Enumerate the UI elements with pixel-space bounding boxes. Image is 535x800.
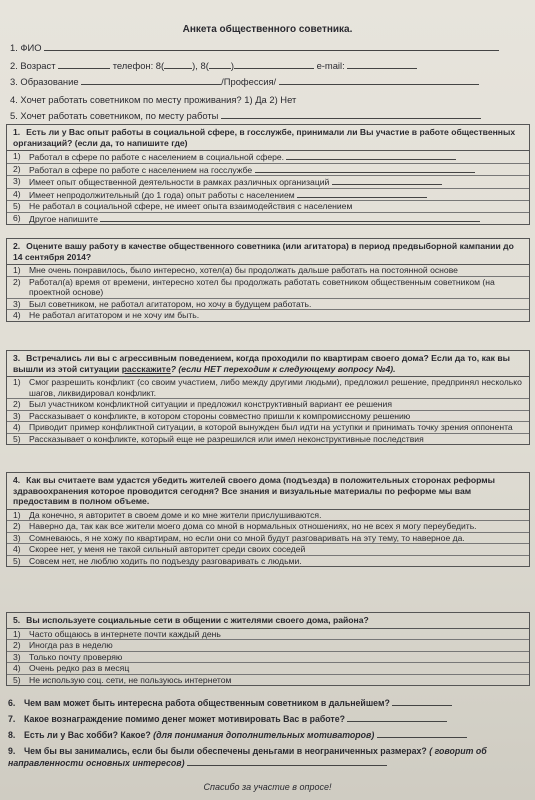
option-label: Работал в сфере по работе с населением на госслужбе xyxy=(29,164,253,175)
answer-line[interactable] xyxy=(100,213,480,222)
option-number: 4) xyxy=(13,422,21,432)
q5-option[interactable] xyxy=(7,652,529,664)
thanks-note: Спасибо за участие в опросе! xyxy=(203,782,332,792)
option-label: Очень редко раз в месяц xyxy=(29,663,130,673)
question-number: 1. xyxy=(13,127,21,137)
q3-option[interactable] xyxy=(7,377,529,399)
option-label: Совсем нет, не люблю ходить по подъезду разговаривать с людьми. xyxy=(29,555,302,566)
age-phone-row xyxy=(10,60,525,71)
question-2-text xyxy=(7,239,529,265)
age-label: 2. Возраст xyxy=(10,60,56,71)
q4-option[interactable] xyxy=(7,544,529,556)
q4-header-row: 4. Хочет работать советником по месту проживания? 1) Да 2) Нет xyxy=(10,94,297,105)
option-label: Скорее нет, у меня не такой сильный авторитет среди своих соседей xyxy=(29,544,306,554)
option-label: Другое напишите xyxy=(29,213,98,224)
phone-label: телефон: 8( xyxy=(112,60,165,71)
option-label: Да конечно, я авторитет в своем доме и ко мне жители прислушиваются. xyxy=(29,509,322,520)
phone-number-field[interactable] xyxy=(234,60,314,69)
question-2-block xyxy=(6,238,530,322)
option-number: 4) xyxy=(13,663,21,673)
q3-option[interactable] xyxy=(7,399,529,411)
q4-option[interactable] xyxy=(7,510,529,522)
option-label: Был участником конфликтной ситуации и предложил конструктивный вариант ее решения xyxy=(29,399,392,409)
question-3-block xyxy=(6,350,530,445)
option-number: 1) xyxy=(13,151,21,161)
option-number: 1) xyxy=(13,377,21,387)
phone-separator: ), 8( xyxy=(192,60,209,71)
option-number: 4) xyxy=(13,188,21,199)
option-number: 1) xyxy=(13,628,21,639)
option-number: 2) xyxy=(13,521,21,531)
option-number: 3) xyxy=(13,176,21,186)
option-number: 1) xyxy=(13,509,21,520)
question-9 xyxy=(8,745,526,769)
question-number: 5. xyxy=(13,615,21,625)
q5-header-row xyxy=(10,110,525,121)
q5-option[interactable] xyxy=(7,640,529,652)
education-field[interactable] xyxy=(81,76,221,85)
question-number: 4. xyxy=(13,475,21,485)
option-number: 5) xyxy=(13,674,21,685)
profession-label: /Профессия/ xyxy=(221,76,277,87)
option-label: Имеет опыт общественной деятельности в рамках различных организаций xyxy=(29,177,330,187)
option-label: Часто общаюсь в интернете почти каждый день xyxy=(29,628,221,639)
answer-line[interactable] xyxy=(255,164,475,173)
q1-option[interactable] xyxy=(7,151,529,164)
q4-option[interactable] xyxy=(7,533,529,545)
fio-field[interactable] xyxy=(44,42,499,51)
question-note: ? (если НЕТ переходим к следующему вопросу №4). xyxy=(170,363,396,374)
answer-line[interactable] xyxy=(286,151,456,160)
option-label: Наверно да, так как все жители моего дома со мной в нормальных отношениях, но не всех я могу переубедить. xyxy=(29,521,477,531)
option-label: Рассказывает о конфликте, который еще не разрешился или имел неконструктивные последствия xyxy=(29,433,424,444)
option-label: Сомневаюсь, я не хожу по квартирам, но если они со мной будут разговаривать на эту тему, то наверное да. xyxy=(29,532,465,543)
phone-code-field[interactable] xyxy=(164,60,192,69)
q1-option[interactable] xyxy=(7,189,529,202)
q3-option[interactable] xyxy=(7,434,529,445)
email-label: e-mail: xyxy=(316,60,345,71)
answer-line[interactable] xyxy=(187,757,387,766)
q5-option[interactable] xyxy=(7,675,529,686)
education-row xyxy=(10,76,525,87)
q4-option[interactable] xyxy=(7,556,529,567)
question-number: 6. xyxy=(8,698,16,708)
q5-option[interactable] xyxy=(7,629,529,641)
question-label: Встречались ли вы с агрессивным поведением, когда проходили по квартирам своего дома? Если да то, как вы вышли из этой ситуации xyxy=(13,353,510,374)
option-label: Рассказывает о конфликте, в котором стороны совместно пришли к компромиссному решению xyxy=(29,410,411,421)
option-number: 3) xyxy=(13,410,21,421)
question-label: Чем вам может быть интересна работа общественным советником в дальнейшем? xyxy=(24,698,390,708)
option-label: Смог разрешить конфликт (со своим участием, либо между другими людьми), предложил решение, предпринял несколько шагов, ликвидировал конфликт. xyxy=(29,377,522,398)
answer-line[interactable] xyxy=(392,697,452,706)
option-number: 6) xyxy=(13,212,21,223)
option-label: Был советником, не работал агитатором, но хочу в будущем работать. xyxy=(29,298,312,309)
question-4-text xyxy=(7,473,529,510)
question-6 xyxy=(8,697,526,709)
q5-option[interactable] xyxy=(7,663,529,675)
option-number: 1) xyxy=(13,265,21,275)
form-title: Анкета общественного советника. xyxy=(182,24,353,35)
q3-option[interactable] xyxy=(7,422,529,434)
question-number: 3. xyxy=(13,353,21,363)
question-label: Чем бы вы занимались, если бы были обеспечены деньгами в неограниченных размерах? xyxy=(24,746,430,756)
answer-line[interactable] xyxy=(332,176,442,185)
question-number: 2. xyxy=(13,241,21,251)
question-number: 7. xyxy=(8,714,16,724)
question-8 xyxy=(8,729,526,741)
question-label: Вы используете социальные сети в общении с жителями своего дома, района? xyxy=(26,615,369,625)
question-note: (для понимания дополнительных мотиваторов) xyxy=(153,730,375,740)
option-number: 4) xyxy=(13,310,21,320)
option-label: Работал в сфере по работе с населением в социальной сфере. xyxy=(29,152,285,162)
q2-option[interactable] xyxy=(7,277,529,299)
q1-option[interactable] xyxy=(7,164,529,177)
question-1-text xyxy=(7,125,529,151)
question-note: ( говорит об направленности основных интересов) xyxy=(8,746,487,768)
workplace-field[interactable] xyxy=(221,110,481,119)
q2-option[interactable] xyxy=(7,310,529,321)
question-number: 9. xyxy=(8,746,16,756)
age-field[interactable] xyxy=(58,60,110,69)
question-underlined: расскажите xyxy=(121,363,171,374)
q2-option[interactable] xyxy=(7,265,529,277)
phone-close: ) xyxy=(230,60,234,71)
option-number: 2) xyxy=(13,276,21,287)
question-5-text xyxy=(7,613,529,629)
option-label: Работал(а) время от времени, интересно хотел бы продолжать работать советником общественным советником (на проектной основе) xyxy=(29,276,495,297)
option-number: 3) xyxy=(13,298,21,309)
option-label: Не работал в социальной сфере, не имеет опыта взаимодействия с населением xyxy=(29,201,353,211)
q3-option[interactable] xyxy=(7,411,529,423)
option-number: 2) xyxy=(13,163,21,174)
q4-option[interactable] xyxy=(7,521,529,533)
email-field[interactable] xyxy=(347,60,417,69)
answer-line[interactable] xyxy=(377,729,467,738)
option-number: 5) xyxy=(13,201,21,211)
profession-field[interactable] xyxy=(279,76,479,85)
question-label: Какое вознаграждение помимо денег может мотивировать Вас в работе? xyxy=(24,714,346,724)
q1-option[interactable] xyxy=(7,176,529,189)
option-label: Не работал агитатором и не хочу им быть. xyxy=(29,310,200,320)
option-label: Приводит пример конфликтной ситуации, в которой вынужден был идти на уступки и принимать точку зрения оппонента xyxy=(29,422,513,432)
option-label: Не использую соц. сети, не пользуюсь интернетом xyxy=(29,674,232,685)
option-number: 2) xyxy=(13,399,21,409)
question-label: Как вы считаете вам удастся убедить жителей своего дома (подъезда) в положительных сторонах реформы здравоохранения которое проводится сегодня? Все знания и визуальные материалы по реформе мы вам предоставим в полном объеме. xyxy=(13,475,495,506)
question-4-block xyxy=(6,472,530,567)
option-number: 3) xyxy=(13,651,21,662)
option-label: Иногда раз в неделю xyxy=(29,640,113,650)
phone2-code-field[interactable] xyxy=(209,60,231,69)
answer-line[interactable] xyxy=(297,189,427,198)
fio-row xyxy=(10,42,525,53)
question-7 xyxy=(8,713,526,725)
option-number: 4) xyxy=(13,544,21,554)
q2-option[interactable] xyxy=(7,299,529,311)
question-number: 8. xyxy=(8,730,16,740)
answer-line[interactable] xyxy=(347,713,447,722)
q1-option[interactable] xyxy=(7,201,529,213)
question-3-text xyxy=(7,351,529,377)
education-label: 3. Образование xyxy=(10,76,79,87)
option-number: 2) xyxy=(13,640,21,650)
q5-header-label: 5. Хочет работать советником, по месту работы xyxy=(10,110,219,121)
option-number: 5) xyxy=(13,555,21,566)
option-label: Мне очень понравилось, было интересно, хотел(а) бы продолжать дальше работать на постоянной основе xyxy=(29,265,458,275)
option-label: Имеет непродолжительный (до 1 года) опыт работы с населением xyxy=(29,189,295,200)
question-label: Есть ли у Вас хобби? Какое? xyxy=(24,730,154,740)
question-label: Есть ли у Вас опыт работы в социальной сфере, в госслужбе, принимали ли Вы участие в работе общественных организаций? (если да, то напишите где) xyxy=(13,127,516,148)
option-label: Только почту проверяю xyxy=(29,651,123,662)
question-1-block xyxy=(6,124,530,225)
fio-label: 1. ФИО xyxy=(10,42,42,53)
option-number: 5) xyxy=(13,433,21,444)
question-5-block xyxy=(6,612,530,686)
q1-option[interactable] xyxy=(7,213,529,225)
option-number: 3) xyxy=(13,532,21,543)
question-label: Оцените вашу работу в качестве общественного советника (или агитатора) в период предвыборной кампании до 14 сентября 2014? xyxy=(13,241,514,262)
